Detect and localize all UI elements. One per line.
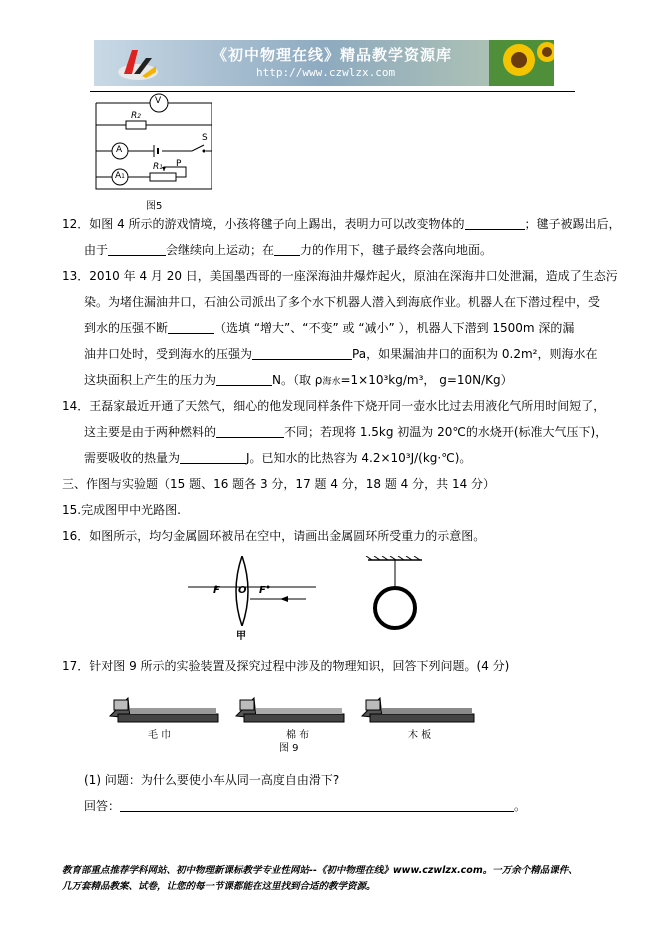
section-3-heading: 三、作图与实验题（15 题、16 题各 3 分，17 题 4 分，18 题 4 分，共 14 分） — [62, 477, 496, 491]
q13-line-4: 油井口处时，受到海水的压强为 Pa，如果漏油井口的面积为 0.2m²，则海水在 — [84, 347, 598, 361]
figure-9-ramps — [108, 688, 478, 728]
hanging-ring-diagram — [360, 556, 430, 636]
logo-icon — [116, 44, 160, 82]
voltmeter-label: V — [155, 96, 162, 106]
q17-answer-line: 回答： 。 — [84, 799, 527, 813]
q15-text: 15.完成图甲中光路图. — [62, 503, 181, 517]
r2-label: R2 — [131, 111, 142, 121]
header-banner — [94, 40, 554, 86]
q17-sub-question-1: (1) 问题：为什么要使小车从同一高度自由滑下? — [84, 773, 340, 787]
q12-line-1: 12．如图 4 所示的游戏情境，小孩将毽子向上踢出，表明力可以改变物体的 ；毽子被踢出后， — [62, 217, 621, 231]
sunflower-icon — [489, 40, 554, 86]
q13-blank-1 — [168, 321, 214, 334]
fig9-caption: 图 9 — [279, 743, 299, 754]
q13-blank-2 — [252, 347, 352, 360]
switch-label: S — [202, 133, 208, 143]
fig9-label-wood: 木 板 — [408, 730, 432, 741]
figure-5-caption: 图5 — [146, 201, 163, 212]
header-divider — [90, 91, 575, 92]
ramp-towel — [110, 698, 218, 722]
circuit-diagram — [92, 93, 212, 201]
q14-blank-1 — [216, 425, 284, 438]
ammeter-label: A — [116, 145, 123, 155]
figure-hanging-ring — [360, 556, 430, 636]
q13-line-3: 到水的压强不断 （选填 “增大”、“不变” 或 “减小” ），机器人下潜到 1500m 深的漏 — [84, 321, 575, 335]
r1-label: R1 — [153, 162, 164, 172]
q12-blank-1 — [465, 217, 525, 230]
figure-lens — [188, 556, 318, 642]
q13-blank-3 — [216, 373, 272, 386]
lens-figure-caption: 甲 — [236, 631, 246, 642]
banner-url: http://www.czwlzx.com — [256, 66, 396, 79]
q13-line-2: 染。为堵住漏油井口，石油公司派出了多个水下机器人潜入到海底作业。机器人在下潜过程中，受 — [84, 295, 601, 309]
q12-blank-3 — [274, 243, 300, 256]
optical-center-label: O — [238, 585, 247, 596]
q12-blank-2 — [108, 243, 166, 256]
q14-blank-2 — [180, 451, 246, 464]
ramp-cotton — [236, 698, 344, 722]
ramp-wood — [362, 698, 474, 722]
focal-left-label: F — [213, 585, 220, 596]
ammeter1-label: A1 — [115, 171, 125, 181]
q17-text: 17．针对图 9 所示的实验装置及探究过程中涉及的物理知识，回答下列问题。(4 分) — [62, 659, 510, 673]
q16-text: 16．如图所示，均匀金属圆环被吊在空中，请画出金属圆环所受重力的示意图。 — [62, 529, 486, 543]
fig9-label-cotton: 棉 布 — [286, 730, 310, 741]
fig9-label-towel: 毛 巾 — [148, 730, 172, 741]
q13-line-5: 这块面积上产生的压力为 N。（取 ρ海水=1×10³kg/m³， g=10N/Kg） — [84, 373, 513, 387]
banner-title: 《初中物理在线》精品教学资源库 — [212, 46, 453, 64]
focal-right-label: F — [259, 585, 266, 596]
p-label: P — [176, 159, 182, 169]
figure-9 — [108, 688, 478, 752]
q14-line-3: 需要吸收的热量为 J。已知水的比热容为 4.2×10³J/(kg·℃)。 — [84, 451, 472, 465]
q12-line-2: 由于 会继续向上运动；在 力的作用下，毽子最终会落向地面。 — [84, 243, 493, 257]
answer-blank — [120, 799, 514, 812]
q13-line-1: 13．2010 年 4 月 20 日，美国墨西哥的一座深海油井爆炸起火，原油在深海井口处泄漏，造成了生态污 — [62, 269, 618, 283]
figure-5-circuit — [92, 93, 212, 211]
footer-line-1: 教育部重点推荐学科网站、初中物理新课标教学专业性网站--《初中物理在线》www.czwlzx.com。一万余个精品课件、 — [62, 865, 578, 876]
lens-diagram — [188, 556, 318, 626]
q14-line-1: 14．王磊家最近开通了天然气，细心的他发现同样条件下烧开同一壶水比过去用液化气所用时间短了， — [62, 399, 606, 413]
footer-line-2: 几万套精品教案、试卷，让您的每一节课都能在这里找到合适的教学资源。 — [62, 881, 376, 892]
q14-line-2: 这主要是由于两种燃料的 不同；若现将 1.5kg 初温为 20℃的水烧开(标准大气压下)， — [84, 425, 608, 439]
